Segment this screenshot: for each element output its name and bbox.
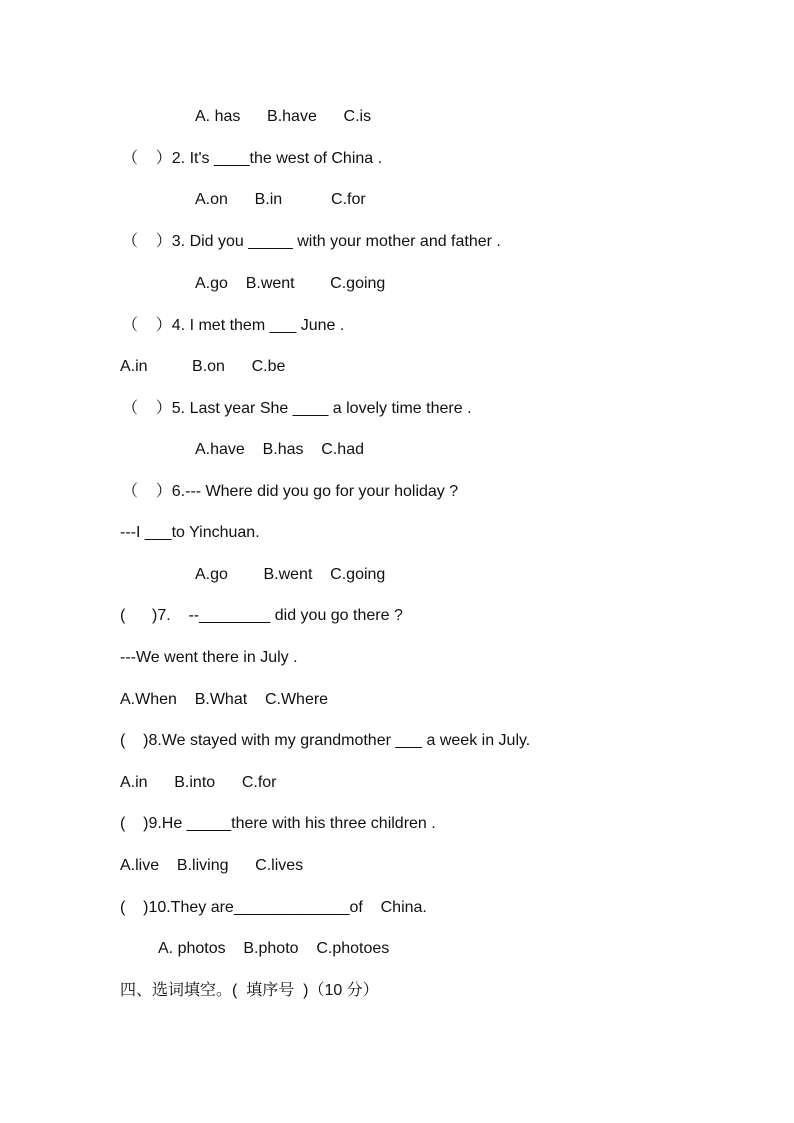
question-5: （ ）5. Last year She ____ a lovely time there . [122,400,472,417]
q8-options: A.in B.into C.for [120,774,277,791]
section-4-heading: 四、选词填空。( 填序号 )（10 分） [120,982,379,999]
question-7: ( )7. --________ did you go there ? [120,607,403,624]
q6-options: A.go B.went C.going [195,566,386,583]
q3-options: A.go B.went C.going [195,275,386,292]
q6-answer-line: ---I ___to Yinchuan. [120,524,260,541]
q5-options: A.have B.has C.had [195,441,364,458]
question-4: （ ）4. I met them ___ June . [122,317,345,334]
question-6: （ ）6.--- Where did you go for your holiday ? [122,483,459,500]
question-9: ( )9.He _____there with his three children . [120,815,436,832]
q7-answer-line: ---We went there in July . [120,649,298,666]
q2-options: A.on B.in C.for [195,191,366,208]
q9-options: A.live B.living C.lives [120,857,304,874]
q4-options: A.in B.on C.be [120,358,286,375]
question-3: （ ）3. Did you _____ with your mother and father . [122,233,501,250]
q1-options: A. has B.have C.is [195,108,372,125]
question-2: （ ）2. It's ____the west of China . [122,150,383,167]
q7-options: A.When B.What C.Where [120,691,329,708]
question-10: ( )10.They are_____________of China. [120,899,427,916]
q10-options: A. photos B.photo C.photoes [158,940,390,957]
question-8: ( )8.We stayed with my grandmother ___ a week in July. [120,732,531,749]
